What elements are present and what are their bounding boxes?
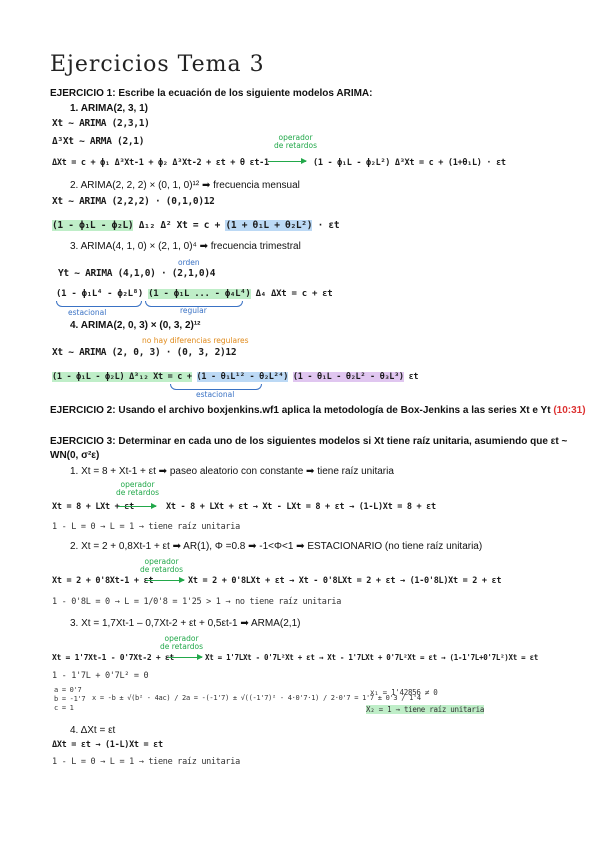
ej1-item4-hw1: Xt ~ ARIMA (2, 0, 3) · (0, 3, 2)12 <box>52 347 237 358</box>
ej1-heading: EJERCICIO 1: Escribe la ecuación de los siguiente modelos ARIMA: <box>50 88 373 99</box>
ej1-item3-hw2c: Δ₄ ΔXt = c + εt <box>255 289 333 299</box>
ej3-item1-annot: operador de retardos <box>116 480 160 497</box>
ej1-item1-hw3a: ΔXt = c + ϕ₁ Δ³Xt-1 + ϕ₂ Δ³Xt-2 + εt + θ εt-1 <box>52 158 269 168</box>
ej1-item2-label: 2. ARIMA(2, 2, 2) × (0, 1, 0)¹² ➡ frecuencia mensual <box>70 180 300 191</box>
ej3-item1-label: 1. Xt = 8 + Xt-1 + εt ➡ paseo aleatorio con constante ➡ tiene raíz unitaria <box>70 466 394 477</box>
ej3-item2-label: 2. Xt = 2 + 0,8Xt-1 + εt ➡ AR(1), Φ =0.8 ➡ -1<Φ<1 ➡ ESTACIONARIO (no tiene raíz unitaria) <box>70 541 483 552</box>
ej1-item1-annot: operador de retardos <box>274 133 318 150</box>
ej3-item3-root1: x₁ = 1'42856 ≠ 0 <box>370 688 438 697</box>
ej1-item1-label: 1. ARIMA(2, 3, 1) <box>70 103 148 114</box>
ej1-item3-label: 3. ARIMA(4, 1, 0) × (2, 1, 0)⁴ ➡ frecuencia trimestral <box>70 241 301 252</box>
ej1-item3-hw2a: (1 - ϕ₁L⁴ - ϕ₂L⁸) <box>56 289 144 299</box>
ej1-item4-hw2b: (1 - θ₁L¹² - θ₂L²⁴) <box>196 372 289 382</box>
ej2-text-body: EJERCICIO 2: Usando el archivo boxjenkins.wf1 aplica la metodología de Box-Jenkins a las series Xt e Yt <box>50 405 551 416</box>
ej1-item3-annot-a: estacional <box>68 308 107 317</box>
ej1-item4-hw2a: (1 - ϕ₁L - ϕ₂L) Δ³₁₂ Xt = c + <box>52 372 192 382</box>
ej3-item3-hw2: 1 - 1'7L + 0'7L² = 0 <box>52 671 149 681</box>
ej1-item3-brace-a <box>56 301 142 307</box>
ej3-item2-hw2: 1 - 0'8L = 0 → L = 1/0'8 = 1'25 > 1 → no tiene raíz unitaria <box>52 597 342 607</box>
ej1-item1-hw3b: (1 - ϕ₁L - ϕ₂L²) Δ³Xt = c + (1+θ₁L) · εt <box>313 158 506 168</box>
ej3-item1-hw2: 1 - L = 0 → L = 1 → tiene raíz unitaria <box>52 522 240 532</box>
ej3-item3-hw1a: Xt = 1'7Xt-1 - 0'7Xt-2 + εt <box>52 653 174 662</box>
ej3-item3-root2-text: X₂ = 1 → tiene raíz unitaria <box>366 705 485 714</box>
ej1-item1-hw2: Δ³Xt ~ ARMA (2,1) <box>52 136 145 147</box>
ej3-heading-line1: EJERCICIO 3: Determinar en cada uno de los siguientes modelos si Xt tiene raíz unitaria, asumiendo que εt ~ <box>50 436 568 447</box>
ej1-item2-hw1: Xt ~ ARIMA (2,2,2) · (0,1,0)12 <box>52 196 215 207</box>
ej1-item4-hw2d: εt <box>408 372 419 382</box>
page-title: Ejercicios Tema 3 <box>50 52 265 77</box>
ej1-item3-annot-top: orden <box>178 258 200 267</box>
ej1-item3-hw1: Yt ~ ARIMA (4,1,0) · (2,1,0)4 <box>58 268 216 279</box>
ej2-text <box>50 405 586 416</box>
ej1-item1-hw1: Xt ~ ARIMA (2,3,1) <box>52 118 150 129</box>
ej1-item4-annot-top: no hay diferencias regulares <box>142 336 249 345</box>
ej1-item3-hw2 <box>56 289 332 299</box>
ej3-item3-formula: x = -b ± √(b² - 4ac) / 2a = -(-1'7) ± √((-1'7)² - 4·0'7·1) / 2·0'7 = 1'7 ± 0'3 / 1'4 <box>92 694 421 702</box>
ej3-item2-hw1a: Xt = 2 + 0'8Xt-1 + εt <box>52 576 154 586</box>
ej3-item3-label: 3. Xt = 1,7Xt-1 – 0,7Xt-2 + εt + 0,5εt-1 ➡ ARMA(2,1) <box>70 618 301 629</box>
ej3-item3-annot: operador de retardos <box>160 634 204 651</box>
ej1-item2-hw2 <box>52 220 339 231</box>
ej1-item3-annot-b: regular <box>180 306 207 315</box>
ej3-item4-hw2: 1 - L = 0 → L = 1 → tiene raíz unitaria <box>52 757 240 767</box>
ej1-item1-arrow <box>268 161 306 162</box>
ej3-item2-arrow <box>146 580 184 581</box>
ej1-item4-hw2c: (1 - θ₁L - θ₂L² - θ₃L³) <box>292 372 404 382</box>
ej1-item2-hw2a: (1 - ϕ₁L - ϕ₂L) <box>52 220 134 231</box>
ej3-heading-line2: WN(0, σ²ε) <box>50 450 100 461</box>
ej3-item3-arrow <box>168 657 202 658</box>
ej3-item4-hw1: ΔXt = εt → (1-L)Xt = εt <box>52 740 163 750</box>
ej3-item2-annot: operador de retardos <box>140 557 184 574</box>
ej1-item4-annot-bottom: estacional <box>196 390 235 399</box>
ej1-item2-hw2c: (1 + θ₁L + θ₂L²) <box>225 220 313 231</box>
ej3-item1-hw1a: Xt = 8 + LXt + εt <box>52 502 134 512</box>
ej3-item3-coef: a = 0'7 b = -1'7 c = 1 <box>54 686 86 712</box>
ej3-item4-label: 4. ΔXt = εt <box>70 725 116 736</box>
ej1-item2-hw2b: Δ₁₂ Δ² Xt = c + <box>138 220 221 231</box>
ej1-item4-label: 4. ARIMA(2, 0, 3) × (0, 3, 2)¹² <box>70 320 201 331</box>
ej1-item4-hw2 <box>52 372 418 382</box>
ej2-time: (10:31) <box>553 405 586 416</box>
ej3-item3-root2 <box>366 705 484 714</box>
ej3-item2-hw1b: Xt = 2 + 0'8LXt + εt → Xt - 0'8LXt = 2 + εt → (1-0'8L)Xt = 2 + εt <box>188 576 502 586</box>
ej3-item1-arrow <box>118 506 156 507</box>
ej3-item1-hw1b: Xt - 8 + LXt + εt → Xt - LXt = 8 + εt → (1-L)Xt = 8 + εt <box>166 502 436 512</box>
ej3-item3-hw1b: Xt = 1'7LXt - 0'7L²Xt + εt → Xt - 1'7LXt + 0'7L²Xt = εt → (1-1'7L+0'7L²)Xt = εt <box>205 653 539 662</box>
ej1-item2-hw2d: · εt <box>317 220 340 231</box>
ej1-item3-hw2b: (1 - ϕ₁L ... - ϕ₄L⁴) <box>148 289 251 299</box>
